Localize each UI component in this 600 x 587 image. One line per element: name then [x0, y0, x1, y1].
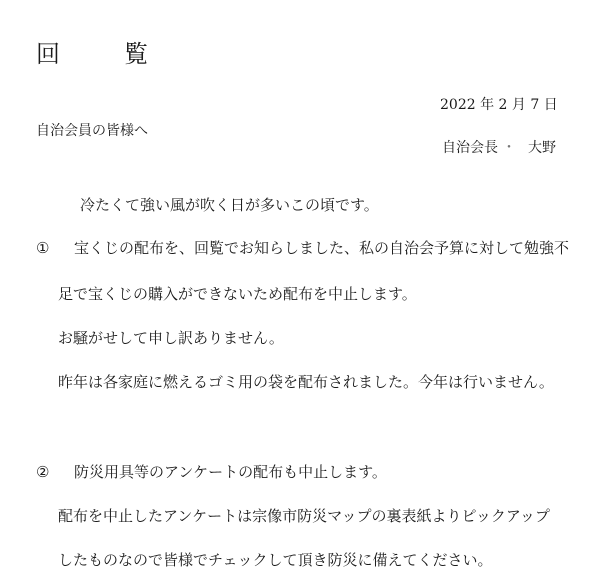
sender-role: 自治会長: [442, 140, 498, 156]
item-2-marker: ②: [36, 463, 50, 481]
item-1-marker: ①: [36, 239, 50, 257]
item-1-line-3: お騒がせして申し訳ありません。: [58, 329, 284, 347]
addressee: 自治会員の皆様へ: [36, 123, 148, 139]
document-title: 回 覧: [36, 40, 168, 68]
item-1-line-4: 昨年は各家庭に燃えるゴミ用の袋を配布されました。今年は行いません。: [58, 373, 554, 391]
item-1-line-2: 足で宝くじの購入ができないため配布を中止します。: [58, 285, 417, 303]
sender-separator: ・: [502, 140, 516, 156]
item-2-line-1: 防災用具等のアンケートの配布も中止します。: [74, 463, 387, 481]
item-1-line-1: 宝くじの配布を、回覧でお知らしました、私の自治会予算に対して勉強不: [74, 239, 570, 257]
item-2-line-2: 配布を中止したアンケートは宗像市防災マップの裏表紙よりピックアップ: [58, 507, 550, 525]
document-date: 2022 年 2 月 7 日: [440, 97, 558, 113]
greeting: 冷たくて強い風が吹く日が多いこの頃です。: [80, 196, 379, 214]
item-2-line-3: したものなので皆様でチェックして頂き防災に備えてください。: [58, 551, 493, 569]
sender: [442, 137, 556, 157]
sender-name: 大野: [528, 140, 556, 156]
item-2-first-line: [36, 461, 387, 482]
item-1-first-line: [36, 237, 569, 258]
